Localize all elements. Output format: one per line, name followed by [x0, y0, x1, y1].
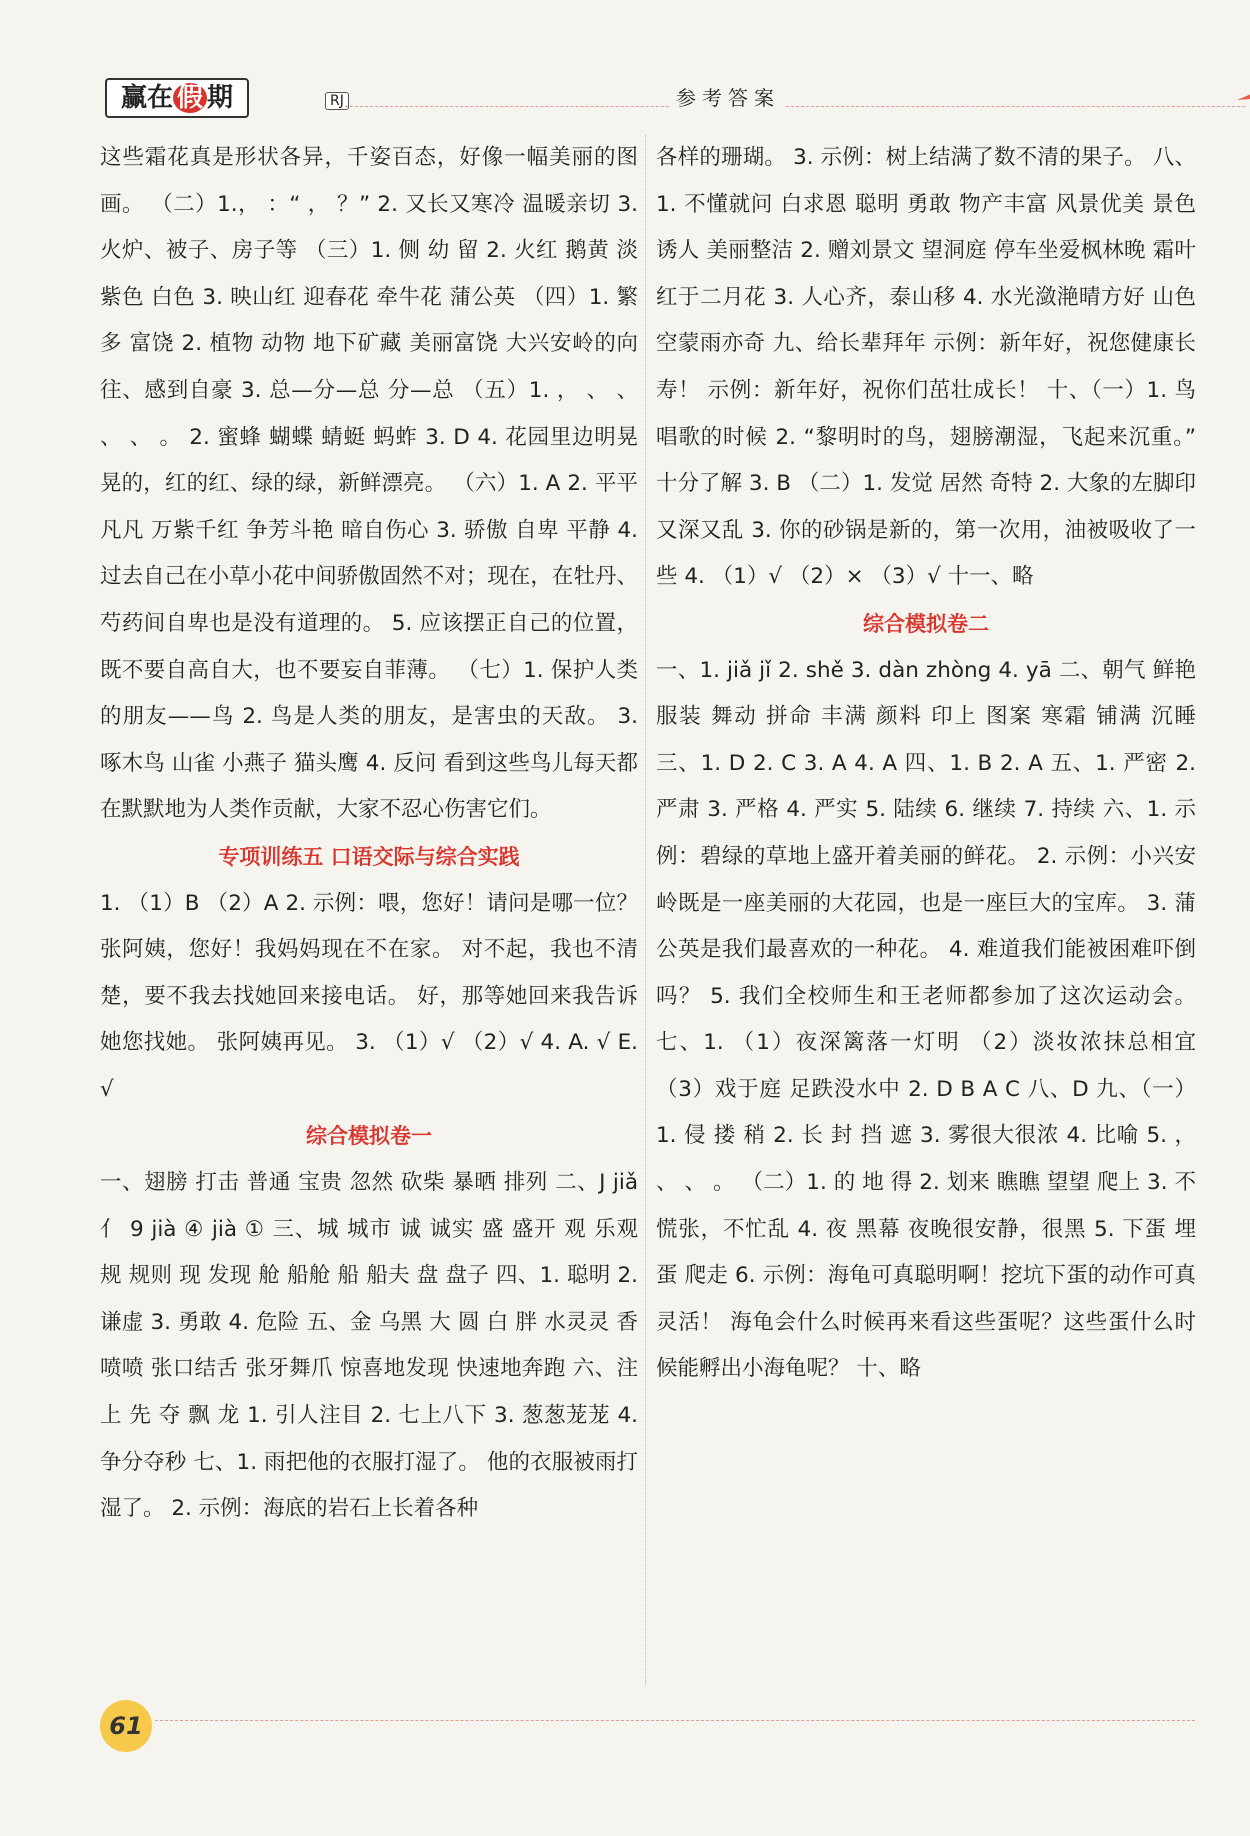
section-heading: 综合模拟卷一 — [306, 1124, 432, 1149]
section-heading: 专项训练五 口语交际与综合实践 — [218, 844, 520, 869]
header-rule — [345, 106, 1245, 107]
right-column — [656, 135, 1196, 1393]
logo-text-a: 赢在 — [121, 83, 174, 113]
logo-highlight: 假 — [173, 83, 207, 113]
brand-logo — [105, 78, 249, 118]
column-divider — [645, 135, 646, 1685]
answer-paragraph: 一、1. jiǎ jǐ 2. shě 3. dàn zhòng 4. yā 二、朝气 鲜艳 服装 舞动 拼命 丰满 颜料 印上 图案 寒霜 铺满 沉睡 三、1. D 2. C 3. A 4. A 四、1. B 2. A 五、1. 严密 2. 严肃 3. 严格 4. 严实 5. 陆续 6. 继续 7. 持续 六、1. 示例：碧绿的草地上盛开着美丽的鲜花。 2. 示例：小兴安岭既是一座美丽的大花园，也是一座巨大的宝库。 3. 蒲公英是我们最喜欢的一种花。 4. 难道我们能被困难吓倒吗？ 5. 我们全校师生和王老师都参加了这次运动会。 七、1. （1）夜深篱落一灯明 （2）淡妆浓抹总相宜 （3）戏于庭 足跌没水中 2. D B A C 八、D 九、（一）1. 侵 搂 稍 2. 长 封 挡 遮 3. 雾很大很浓 4. 比喻 5. ， 、 、 。 （二）1. 的 地 得 2. 划来 瞧瞧 望望 爬上 3. 不慌张，不忙乱 4. 夜 黑幕 夜晚很安静，很黑 5. 下蛋 埋蛋 爬走 6. 示例：海龟可真聪明啊！挖坑下蛋的动作可真灵活！ 海龟会什么时候再来看这些蛋呢？这些蛋什么时候能孵出小海龟呢？ 十、略 — [656, 657, 1196, 1382]
answer-paragraph: 各样的珊瑚。 3. 示例：树上结满了数不清的果子。 八、1. 不懂就问 白求恩 聪明 勇敢 物产丰富 风景优美 景色诱人 美丽整洁 2. 赠刘景文 望洞庭 停车坐爱枫林晚 霜叶红于二月花 3. 人心齐，泰山移 4. 水光潋滟晴方好 山色空蒙雨亦奇 九、给长辈拜年 示例：新年好，祝您健康长寿！ 示例：新年好，祝你们茁壮成长！ 十、（一）1. 鸟唱歌的时候 2. “黎明时的鸟，翅膀潮湿，飞起来沉重。” 十分了解 3. B （二）1. 发觉 居然 奇特 2. 大象的左脚印又深又乱 3. 你的砂锅是新的，第一次用，油被吸收了一些 4. （1）√ （2）× （3）√ 十一、略 — [656, 145, 1196, 590]
arrow-decoration-icon — [1235, 76, 1250, 106]
answer-paragraph: 一、翅膀 打击 普通 宝贵 忽然 砍柴 暴晒 排列 二、J jiǎ 亻 9 jià ④ jià ① 三、城 城市 诚 诚实 盛 盛开 观 乐观 规 规则 现 发现 舱 船舱 船 船夫 盘 盘子 四、1. 聪明 2. 谦虚 3. 勇敢 4. 危险 五、金 乌黑 大 圆 白 胖 水灵灵 香喷喷 张口结舌 张牙舞爪 惊喜地发现 快速地奔跑 六、注 上 先 夺 飘 龙 1. 引人注目 2. 七上八下 3. 葱葱茏茏 4. 争分夺秒 七、1. 雨把他的衣服打湿了。 他的衣服被雨打湿了。 2. 示例：海底的岩石上长着各种 — [100, 1170, 638, 1522]
logo-text-b: 期 — [207, 83, 234, 113]
page-header — [95, 72, 1205, 120]
section-heading: 综合模拟卷二 — [863, 611, 989, 636]
left-column — [100, 135, 638, 1533]
answer-paragraph: 1. （1）B （2）A 2. 示例：喂，您好！请问是哪一位？ 张阿姨，您好！我妈妈现在不在家。 对不起，我也不清楚，要不我去找她回来接电话。 好，那等她回来我告诉她您找她。 张阿姨再见。 3. （1）√ （2）√ 4. A. √ E. √ — [100, 890, 638, 1102]
answer-paragraph: 这些霜花真是形状各异，千姿百态，好像一幅美丽的图画。 （二）1.， ：“ ， ？” 2. 又长又寒冷 温暖亲切 3. 火炉、被子、房子等 （三）1. 侧 幼 留 2. 火红 鹅黄 淡紫色 白色 3. 映山红 迎春花 牵牛花 蒲公英 （四）1. 繁多 富饶 2. 植物 动物 地下矿藏 美丽富饶 大兴安岭的向往、感到自豪 3. 总—分—总 分—总 （五）1. ， 、 、 、 、 。 2. 蜜蜂 蝴蝶 蜻蜓 蚂蚱 3. D 4. 花园里边明晃晃的，红的红、绿的绿，新鲜漂亮。 （六）1. A 2. 平平凡凡 万紫千红 争芳斗艳 暗自伤心 3. 骄傲 自卑 平静 4. 过去自己在小草小花中间骄傲固然不对；现在，在牡丹、芍药间自卑也是没有道理的。 5. 应该摆正自己的位置，既不要自高自大，也不要妄自菲薄。 （七）1. 保护人类的朋友——鸟 2. 鸟是人类的朋友，是害虫的天敌。 3. 啄木鸟 山雀 小燕子 猫头鹰 4. 反问 看到这些鸟儿每天都在默默地为人类作贡献，大家不忍心伤害它们。 — [100, 145, 638, 823]
edition-tag: RJ — [325, 92, 349, 110]
page-number-badge: 61 — [100, 1700, 152, 1752]
footer-rule — [155, 1720, 1195, 1721]
page-title: 参考答案 — [670, 82, 786, 111]
